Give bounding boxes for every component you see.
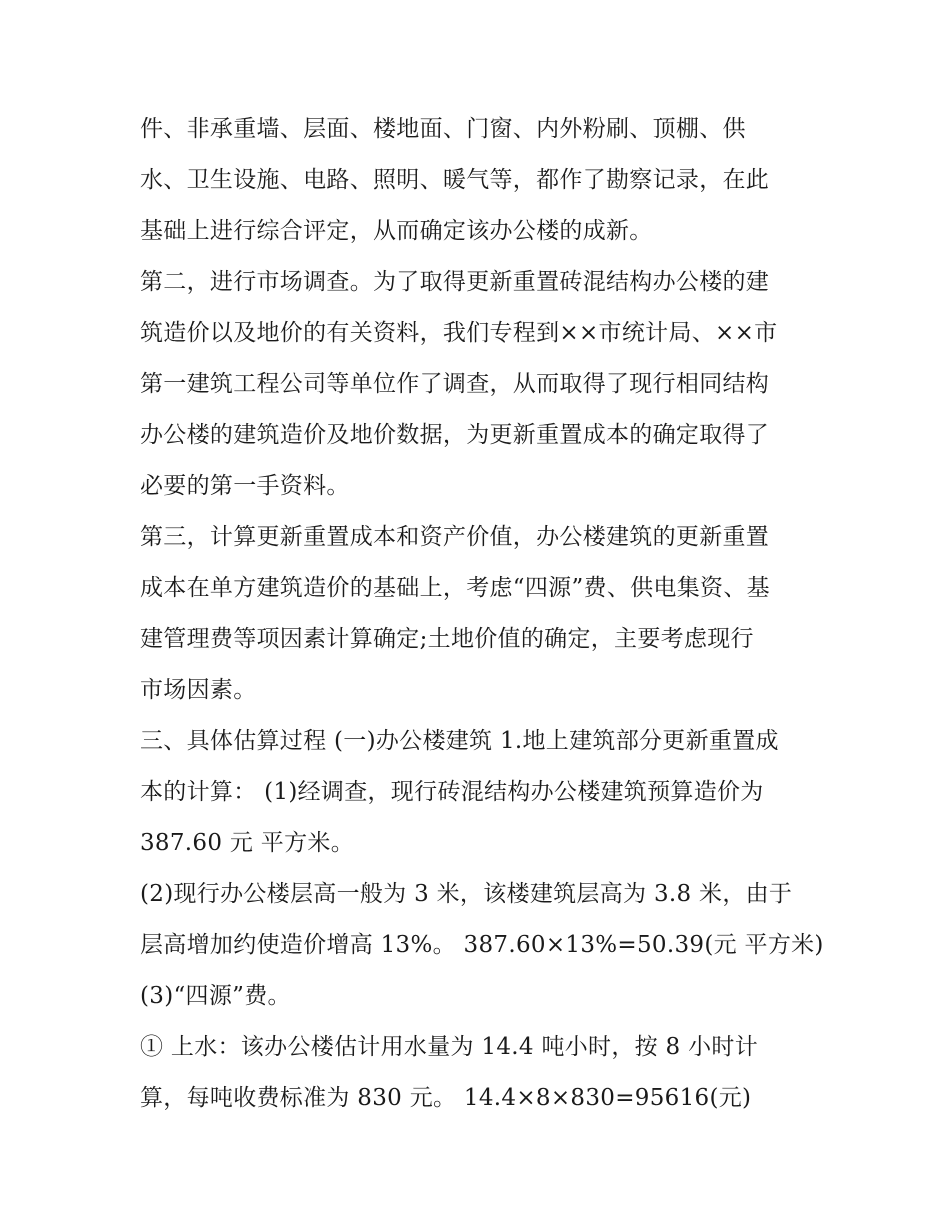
text-line: (2)现行办公楼层高一般为 3 米，该楼建筑层高为 3.8 米，由于 (140, 881, 793, 907)
text-line: 第一建筑工程公司等单位作了调查，从而取得了现行相同结构 (140, 371, 770, 397)
text-line: 本的计算： (1)经调查，现行砖混结构办公楼建筑预算造价为 (140, 779, 764, 805)
text-line: 必要的第一手资料。 (140, 473, 350, 499)
text-line: (3)“四源”费。 (140, 983, 291, 1009)
text-line: 第二，进行市场调查。为了取得更新重置砖混结构办公楼的建 (140, 269, 770, 295)
text-line: 三、具体估算过程 (一)办公楼建筑 1.地上建筑部分更新重置成 (140, 728, 779, 754)
text-line: 算，每吨收费标准为 830 元。 14.4×8×830=95616(元) (140, 1085, 752, 1111)
text-line: 层高增加约使造价增高 13%。 387.60×13%=50.39(元 平方米) (140, 932, 824, 958)
text-line: 办公楼的建筑造价及地价数据，为更新重置成本的确定取得了 (140, 422, 770, 448)
text-line: 建管理费等项因素计算确定;土地价值的确定，主要考虑现行 (140, 626, 754, 652)
text-line: 第三，计算更新重置成本和资产价值，办公楼建筑的更新重置 (140, 524, 770, 550)
text-line: 件、非承重墙、层面、楼地面、门窗、内外粉刷、顶棚、供 (140, 116, 746, 142)
text-line: 基础上进行综合评定，从而确定该办公楼的成新。 (140, 218, 653, 244)
text-line: ① 上水：该办公楼估计用水量为 14.4 吨小时，按 8 小时计 (140, 1034, 758, 1060)
text-line: 市场因素。 (140, 677, 257, 703)
text-line: 水、卫生设施、电路、照明、暖气等，都作了勘察记录，在此 (140, 167, 770, 193)
text-line: 筑造价以及地价的有关资料，我们专程到××市统计局、××市 (140, 320, 778, 346)
text-line: 387.60 元 平方米。 (140, 830, 354, 856)
text-line: 成本在单方建筑造价的基础上，考虑“四源”费、供电集资、基 (140, 575, 770, 601)
